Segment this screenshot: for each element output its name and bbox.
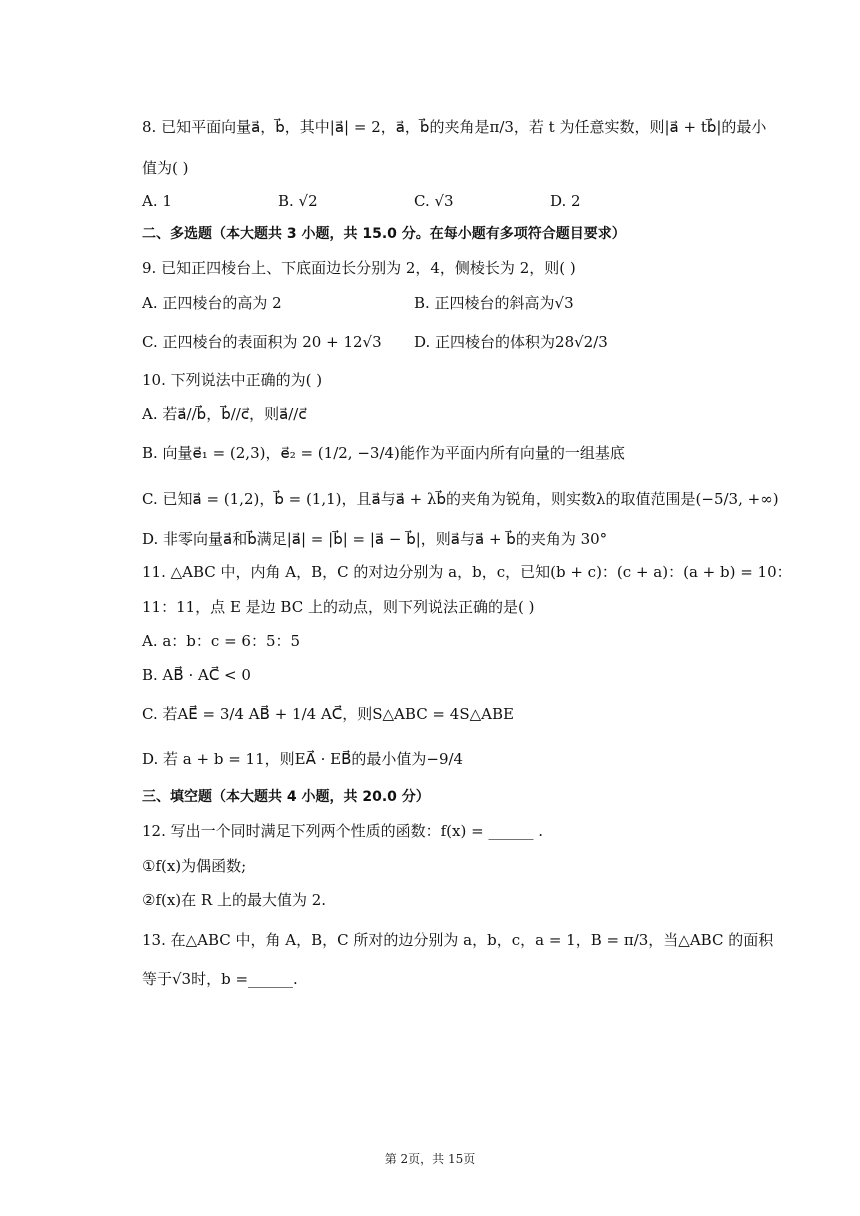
q9-option-a: A. 正四棱台的高为 2 [142, 294, 282, 312]
q10-option-a: A. 若a⃗//b⃗，b⃗//c⃗，则a⃗//c⃗ [142, 405, 307, 423]
q10-option-d: D. 非零向量a⃗和b⃗满足|a⃗| = |b⃗| = |a⃗ − b⃗|，则a⃗与a⃗ + b⃗的夹角为 30° [142, 530, 608, 548]
q13-stem-line1: 13. 在△ABC 中，角 A，B，C 所对的边分别为 a，b，c，a = 1，B = π/3，当△ABC 的面积 [142, 931, 774, 949]
q11-stem-line1: 11. △ABC 中，内角 A，B，C 的对边分别为 a，b，c，已知(b + c)：(c + a)：(a + b) = 10： [142, 563, 792, 581]
section-heading-multiple-choice: 二、多选题（本大题共 3 小题，共 15.0 分。在每小题有多项符合题目要求） [142, 226, 626, 242]
q11-stem-line2: 11：11，点 E 是边 BC 上的动点，则下列说法正确的是( ) [142, 598, 535, 616]
q11-option-d: D. 若 a + b = 11，则EA⃗ · EB⃗的最小值为−9/4 [142, 750, 464, 768]
q9-option-c: C. 正四棱台的表面积为 20 + 12√3 [142, 333, 382, 351]
q12-condition-1: ①f(x)为偶函数; [142, 857, 247, 875]
q8-stem-line1: 8. 已知平面向量a⃗，b⃗，其中|a⃗| = 2，a⃗，b⃗的夹角是π/3，若 t 为任意实数，则|a⃗ + tb⃗|的最小 [142, 118, 767, 136]
q10-stem: 10. 下列说法中正确的为( ) [142, 371, 323, 389]
q10-option-b: B. 向量e⃗₁ = (2,3)，e⃗₂ = (1/2, −3/4)能作为平面内所有向量的一组基底 [142, 444, 625, 462]
q8-option-d: D. 2 [550, 192, 581, 210]
q8-stem-line2: 值为( ) [142, 159, 189, 177]
q10-option-c: C. 已知a⃗ = (1,2)，b⃗ = (1,1)，且a⃗与a⃗ + λb⃗的夹角为锐角，则实数λ的取值范围是(−5/3, +∞) [142, 490, 779, 508]
q9-option-d: D. 正四棱台的体积为28√2/3 [414, 333, 608, 351]
q9-stem: 9. 已知正四棱台上、下底面边长分别为 2，4，侧棱长为 2，则( ) [142, 259, 576, 277]
q11-option-c: C. 若AE⃗ = 3/4 AB⃗ + 1/4 AC⃗，则S△ABC = 4S△ABE [142, 705, 514, 723]
q9-option-b: B. 正四棱台的斜高为√3 [414, 294, 574, 312]
section-heading-fill-in: 三、填空题（本大题共 4 小题，共 20.0 分） [142, 789, 430, 805]
q13-stem-line2: 等于√3时，b =______. [142, 970, 298, 988]
q11-option-b: B. AB⃗ · AC⃗ < 0 [142, 666, 251, 684]
page-footer: 第 2页，共 15页 [384, 1152, 476, 1166]
q12-stem: 12. 写出一个同时满足下列两个性质的函数：f(x) = ______ . [142, 822, 543, 840]
q12-condition-2: ②f(x)在 R 上的最大值为 2. [142, 891, 327, 909]
q8-option-a: A. 1 [142, 192, 172, 210]
q8-option-c: C. √3 [414, 192, 454, 210]
q11-option-a: A. a：b：c = 6：5：5 [142, 632, 301, 650]
q8-option-b: B. √2 [278, 192, 318, 210]
